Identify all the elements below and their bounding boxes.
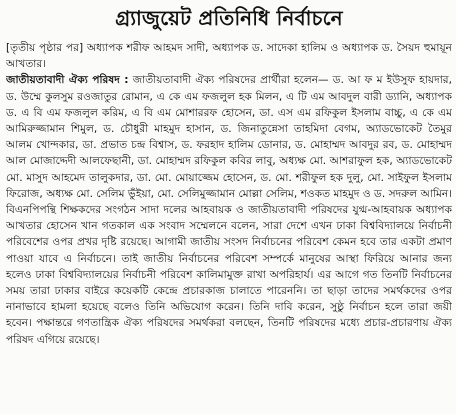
intro-text: অধ্যাপক শরীফ আহমদ সাদী, অধ্যাপক ড. সাদেকা হালিম ও অধ্যাপক ড. সৈয়দ হুমায়ূন আখতার। (6, 42, 452, 71)
paragraph-intro (6, 40, 452, 72)
section-label: জাতীয়তাবাদী ঐক্য পরিষদ : (6, 74, 129, 87)
article-body (6, 40, 452, 412)
article-headline: গ্র্যাজুয়েট প্রতিনিধি নির্বাচনে (115, 6, 343, 30)
candidate-list-text: জাতীয়তাবাদী ঐক্য পরিষদের প্রার্থীরা হলেন— ড. আ ফ ম ইউসুফ হায়দার, ড. উম্মে কুলসুম রওজাতুর রোমান, এ কে এম ফজলুল হক মিলন, এ টি এম আবদুল বারী ড্যানি, অধ্যাপক ড. এ বি এম ফজলুল করিম, এ বি এম মোশাররফ হোসেন, ডা. এস এম রফিকুল ইসলাম বাচ্চু, এ কে এম আমিরুজ্জামান শিমুল, ড. চৌধুরী মাহমুদ হাসান, ড. জিনাতুন্নেসা তাহমিদা বেগম, অ্যাডভোকেট তৈমুর আলম খোন্দকার, ডা. প্রভাত চন্দ্র বিশ্বাস, ড. ফরহাদ হালিম ডোনার, ড. মোহাম্মদ আবদুর রব, ড. মোহাম্মদ আল মোজাদ্দেদী আলফেছানী, ডা. মোহাম্মদ রফিকুল কবির লাবু, অধ্যক্ষ মো. আশরাফুল হক, অ্যাডভোকেট মো. মাসুদ আহমেদ তালুকদার, ডা. মো. মোয়াজ্জেম হোসেন, ড. মো. শরীফুল হক দুলু, মো. সাইফুল ইসলাম ফিরোজ, অধ্যক্ষ মো. সেলিম ভুঁইয়া, মো. সেলিমুজ্জামান মোল্লা সেলিম, শওকত মাহমুদ ও ড. সদরুল আমিন। (6, 74, 452, 200)
continuation-tag: [তৃতীয় পৃষ্ঠার পর] (6, 42, 84, 54)
press-conference-text: বিএনপিপন্থি শিক্ষকদের সংগঠন সাদা দলের আহবায়ক ও জাতীয়তাবাদী পরিষদের যুগ্ম-আহবায়ক অধ্যাপক আখতার হোসেন খান গতকাল এক সংবাদ সম্মেলনে বলেন, সারা দেশে এখন ঢাকা বিশ্ববিদ্যালয়ে নির্বাচনী পরিবেশের ওপর প্রখর দৃষ্টি রয়েছে। আগামী জাতীয় সংসদ নির্বাচনের পরিবেশ কেমন হবে তার একটা প্রমাণ পাওয়া যাবে এ নির্বাচনে। তাই জাতীয় নির্বাচনের পরিবেশ সম্পর্কে মানুষের আস্থা ফিরিয়ে আনার জন্য হলেও ঢাকা বিশ্ববিদ্যালয়ের নির্বাচনী পরিবেশ কালিমামুক্ত রাখা অপরিহার্য। এর আগে গত তিনটি নির্বাচনের সময় তারা ঢাকার বাইরে কয়েকটি কেন্দ্রে প্রচারকাজ চালাতে পারেননি। তা ছাড়া তাদের সমর্থকদের ওপর নানাভাবে হামলা হয়েছে বলেও তিনি অভিযোগ করেন। তিনি দাবি করেন, সুষ্ঠু নির্বাচন হলে তারা জয়ী হবেন। পক্ষান্তরে গণতান্ত্রিক ঐক্য পরিষদের সমর্থকরা বলছেন, তিনটি পরিষদের মধ্যে প্রচার-প্রচারণায় ঐক্য পরিষদ এগিয়ে রয়েছে। (6, 204, 452, 346)
paragraph-candidates (6, 72, 452, 347)
